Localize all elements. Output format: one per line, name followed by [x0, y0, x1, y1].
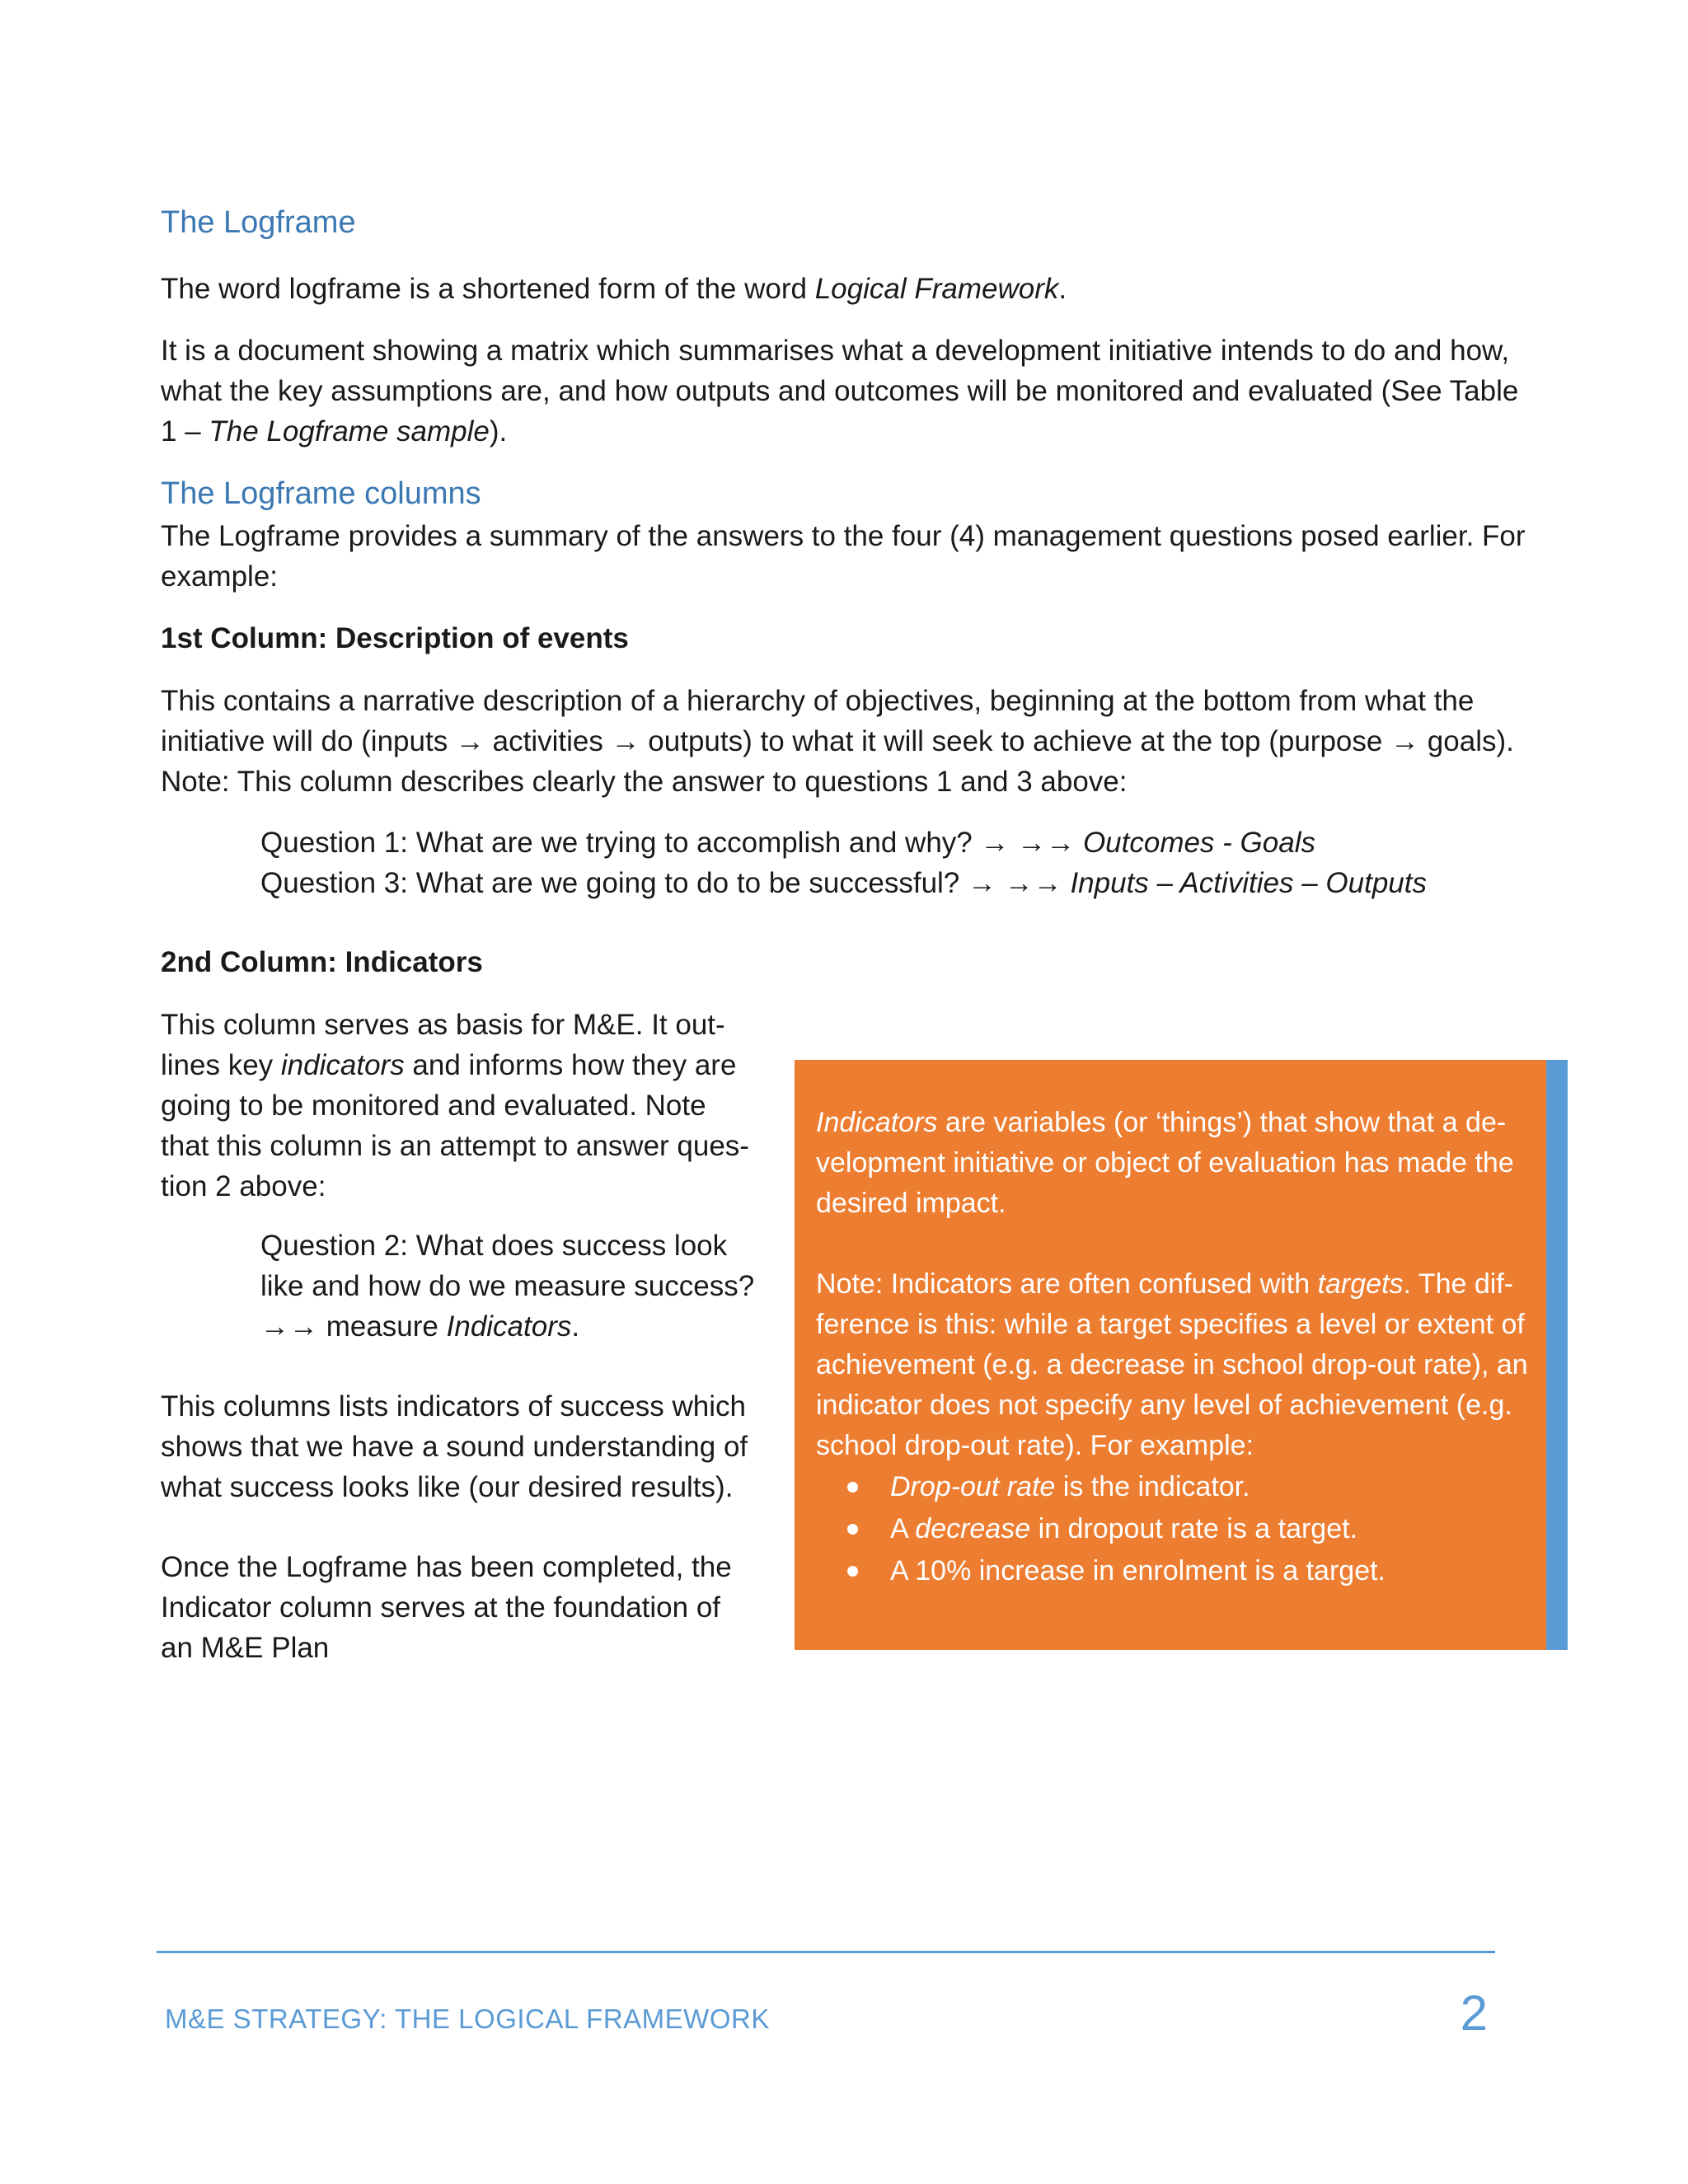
- indicators-sidebar: [795, 1060, 1568, 1650]
- col2-line: This column serves as basis for M&E. It out-: [161, 1009, 725, 1041]
- sidebar-line: ference is this: while a target specifies a level or extent of: [816, 1309, 1525, 1340]
- col2-text: lines key: [161, 1049, 281, 1081]
- sidebar-bullet-item: [816, 1550, 1543, 1592]
- bullet-icon: [847, 1482, 858, 1493]
- sidebar-accent-bar: [1546, 1060, 1568, 1650]
- question-1: [260, 823, 1427, 863]
- intro-p2-line: [161, 411, 1518, 452]
- col1-line: initiative will do (inputs → activities → outputs) to what it will seek to achieve at the top (purpose → goals).: [161, 725, 1514, 757]
- bullet-text: A: [890, 1513, 916, 1544]
- sidebar-line: velopment initiative or object of evaluation has made the: [816, 1147, 1514, 1179]
- intro-paragraph-2: [161, 330, 1518, 452]
- columns-intro-line: The Logframe provides a summary of the answers to the four (4) management questions posed earlier. For: [161, 520, 1526, 552]
- question-2-line: [260, 1306, 754, 1347]
- intro-p2-line: It is a document showing a matrix which summarises what a development initiative intends to do and how,: [161, 335, 1510, 367]
- col2-line: what success looks like (our desired results).: [161, 1471, 734, 1503]
- sidebar-paragraph-2: [816, 1264, 1543, 1466]
- bullet-italic: decrease: [915, 1513, 1031, 1544]
- question-1-italic: Outcomes - Goals: [1082, 827, 1315, 859]
- intro-p2-end: ).: [489, 415, 508, 448]
- col2-line: tion 2 above:: [161, 1170, 326, 1202]
- sidebar-bullet-item: [816, 1508, 1543, 1550]
- sidebar-italic: Indicators: [816, 1107, 938, 1138]
- bullet-text: in dropout rate is a target.: [1030, 1513, 1358, 1544]
- question-3-text: Question 3: What are we going to do to be successful? → →→: [260, 867, 1071, 899]
- col2-paragraph-3: [161, 1547, 732, 1668]
- question-2-line: like and how do we measure success?: [260, 1270, 755, 1302]
- question-2-end: .: [571, 1310, 580, 1343]
- col2-line: This columns lists indicators of success which: [161, 1390, 746, 1422]
- intro-p2-line: what the key assumptions are, and how outputs and outcomes will be monitored and evaluated (See Table: [161, 375, 1519, 407]
- question-2-text: →→ measure: [260, 1310, 447, 1343]
- col2-paragraph-1: [161, 1005, 749, 1207]
- intro-p2-text: 1 –: [161, 415, 209, 448]
- columns-intro: [161, 516, 1526, 597]
- bullet-italic: Drop-out rate: [890, 1471, 1056, 1502]
- sidebar-bullet-item: [816, 1466, 1543, 1508]
- question-2-line: Question 2: What does success look: [260, 1230, 728, 1262]
- intro-p1-text: The word logframe is a shortened form of the word: [161, 273, 815, 305]
- col2-line: going to be monitored and evaluated. Note: [161, 1090, 706, 1122]
- sidebar-paragraph-1: [816, 1103, 1543, 1224]
- question-3-italic: Inputs – Activities – Outputs: [1070, 867, 1427, 899]
- sidebar-line: desired impact.: [816, 1188, 1006, 1219]
- footer-title: M&E STRATEGY: THE LOGICAL FRAMEWORK: [165, 2004, 770, 2034]
- col2-line: that this column is an attempt to answer ques-: [161, 1130, 749, 1162]
- sidebar-line: achievement (e.g. a decrease in school drop-out rate), an: [816, 1349, 1528, 1380]
- sidebar-text: are variables (or ‘things’) that show that a de-: [937, 1107, 1507, 1138]
- sidebar-text: Note: Indicators are often confused with: [816, 1268, 1318, 1300]
- col2-line: [161, 1045, 749, 1085]
- intro-p1-italic: Logical Framework: [814, 273, 1059, 305]
- footer-divider: [157, 1951, 1495, 1953]
- heading-the-logframe: The Logframe: [161, 205, 356, 240]
- sidebar-italic: targets: [1317, 1268, 1404, 1300]
- col1-line: Note: This column describes clearly the answer to questions 1 and 3 above:: [161, 766, 1128, 798]
- heading-logframe-columns: The Logframe columns: [161, 476, 481, 511]
- col2-line: shows that we have a sound understanding of: [161, 1431, 748, 1463]
- page-number: 2: [1460, 1985, 1488, 2041]
- question-2: [260, 1226, 754, 1347]
- bullet-icon: [847, 1566, 858, 1577]
- bullet-icon: [847, 1524, 858, 1535]
- sidebar-line: [816, 1264, 1543, 1305]
- col2-italic: indicators: [280, 1049, 405, 1081]
- col1-questions: [260, 823, 1427, 903]
- intro-p2-italic: The Logframe sample: [209, 415, 490, 448]
- col1-paragraph: [161, 681, 1514, 802]
- col2-line: an M&E Plan: [161, 1632, 330, 1664]
- sidebar-line: indicator does not specify any level of achievement (e.g.: [816, 1390, 1512, 1421]
- col2-title: 2nd Column: Indicators: [161, 946, 483, 978]
- col2-text: and informs how they are: [404, 1049, 737, 1081]
- sidebar-bullet-list: [816, 1466, 1543, 1592]
- col1-title: 1st Column: Description of events: [161, 622, 629, 654]
- bullet-text: is the indicator.: [1055, 1471, 1250, 1502]
- question-1-text: Question 1: What are we trying to accomplish and why? → →→: [260, 827, 1083, 859]
- question-3: [260, 863, 1427, 903]
- bullet-text: A 10% increase in enrolment is a target.: [890, 1555, 1386, 1586]
- question-2-italic: Indicators: [446, 1310, 572, 1343]
- sidebar-line: [816, 1103, 1543, 1143]
- sidebar-text: . The dif-: [1403, 1268, 1514, 1300]
- intro-p1-end: .: [1058, 273, 1067, 305]
- col2-line: Indicator column serves at the foundation of: [161, 1591, 721, 1624]
- columns-intro-line: example:: [161, 560, 279, 593]
- col1-line: This contains a narrative description of a hierarchy of objectives, beginning at the bottom from what the: [161, 685, 1475, 717]
- sidebar-line: school drop-out rate). For example:: [816, 1430, 1254, 1461]
- intro-paragraph-1: [161, 269, 1067, 309]
- col2-line: Once the Logframe has been completed, the: [161, 1551, 732, 1583]
- col2-paragraph-2: [161, 1386, 748, 1507]
